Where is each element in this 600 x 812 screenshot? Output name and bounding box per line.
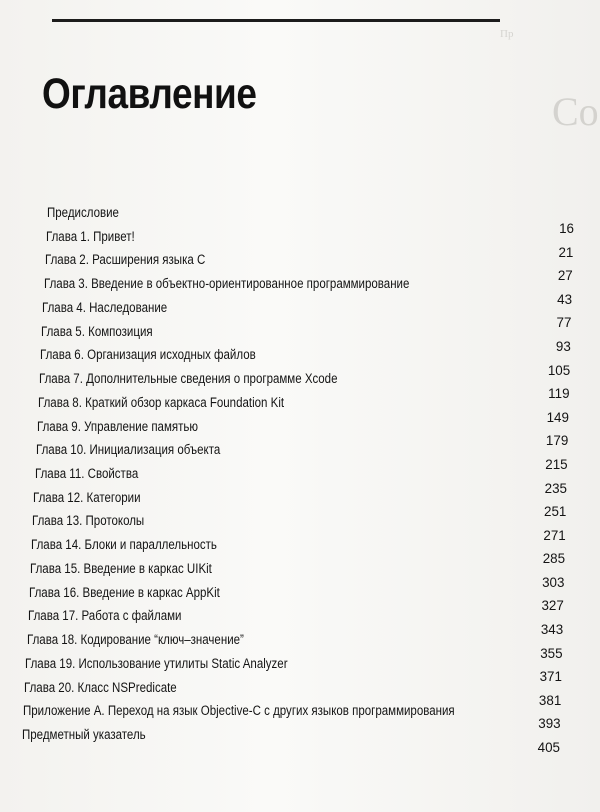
toc-page-number: 381 [538,692,562,708]
toc-page-number: 149 [546,409,569,425]
toc-page-number: 393 [538,716,561,732]
toc-entry-label: Глава 12. Категории [33,489,141,505]
toc-entry-label: Глава 5. Композиция [41,323,153,339]
toc-entry-label: Глава 8. Краткий обзор каркаса Foundation Kit [37,394,284,410]
toc-entry-label: Глава 15. Введение в каркас UIKit [29,560,212,576]
toc-page-number: 303 [542,574,565,590]
toc-entry-label: Глава 19. Использование утилиты Static Analyzer [25,655,288,671]
toc-page-number: 271 [543,527,566,543]
toc-entry-label: Глава 9. Управление памятью [36,418,198,434]
toc-entry-label: Предметный указатель [22,727,146,742]
show-through-ghost: Пр [500,28,514,40]
page-title: Оглавление [42,70,257,118]
toc-entry-label: Глава 16. Введение в каркас AppKit [28,584,220,600]
toc-entry-label: Глава 20. Класс NSPredicate [24,679,177,695]
toc-entry-label: Глава 7. Дополнительные сведения о программе Xcode [39,371,338,387]
toc-entry-label: Глава 17. Работа с файлами [27,608,182,624]
toc-page-number: 16 [559,221,574,236]
toc-page-number: 371 [539,669,562,685]
toc-page-number: 43 [557,291,573,307]
toc-entry-label: Глава 2. Расширения языка C [44,252,206,268]
toc-entry-label: Глава 11. Свойства [34,466,138,481]
toc-page-number: 119 [548,386,570,402]
toc-page-number: 77 [556,315,572,331]
toc-entry-label: Глава 1. Привет! [45,228,135,244]
toc-page-number: 215 [545,456,568,472]
toc-entry-label: Приложение A. Переход на язык Objective-C с других языков программирования [23,703,455,719]
show-through-ghost: Co [552,89,599,134]
toc-page-number: 93 [555,338,571,354]
toc-page-number: 105 [547,362,571,378]
toc-entry-label: Глава 6. Организация исходных файлов [40,347,256,363]
toc-page-number: 343 [540,622,564,638]
toc-entry-label: Глава 18. Кодирование “ключ–значение” [26,632,244,648]
toc-entry-label: Глава 4. Наследование [42,299,168,315]
toc-page-number: 355 [540,645,563,661]
toc-page-number: 235 [544,480,567,496]
toc-entry-label: Глава 13. Протоколы [32,513,145,529]
toc-page-number: 285 [542,551,566,567]
toc-page-number: 327 [541,598,564,614]
toc-page-number: 179 [545,433,569,449]
toc-page-number: 21 [558,244,574,260]
toc-entry-label: Предисловие [47,205,119,220]
toc-entry-label: Глава 10. Инициализация объекта [35,442,220,458]
toc-page-number: 27 [557,268,573,284]
toc-page-number: 251 [544,504,567,520]
toc-entry-label: Глава 14. Блоки и параллельность [31,537,218,553]
toc-entry-label: Глава 3. Введение в объектно-ориентированное программирование [43,276,409,292]
toc-page-number: 405 [537,740,560,755]
